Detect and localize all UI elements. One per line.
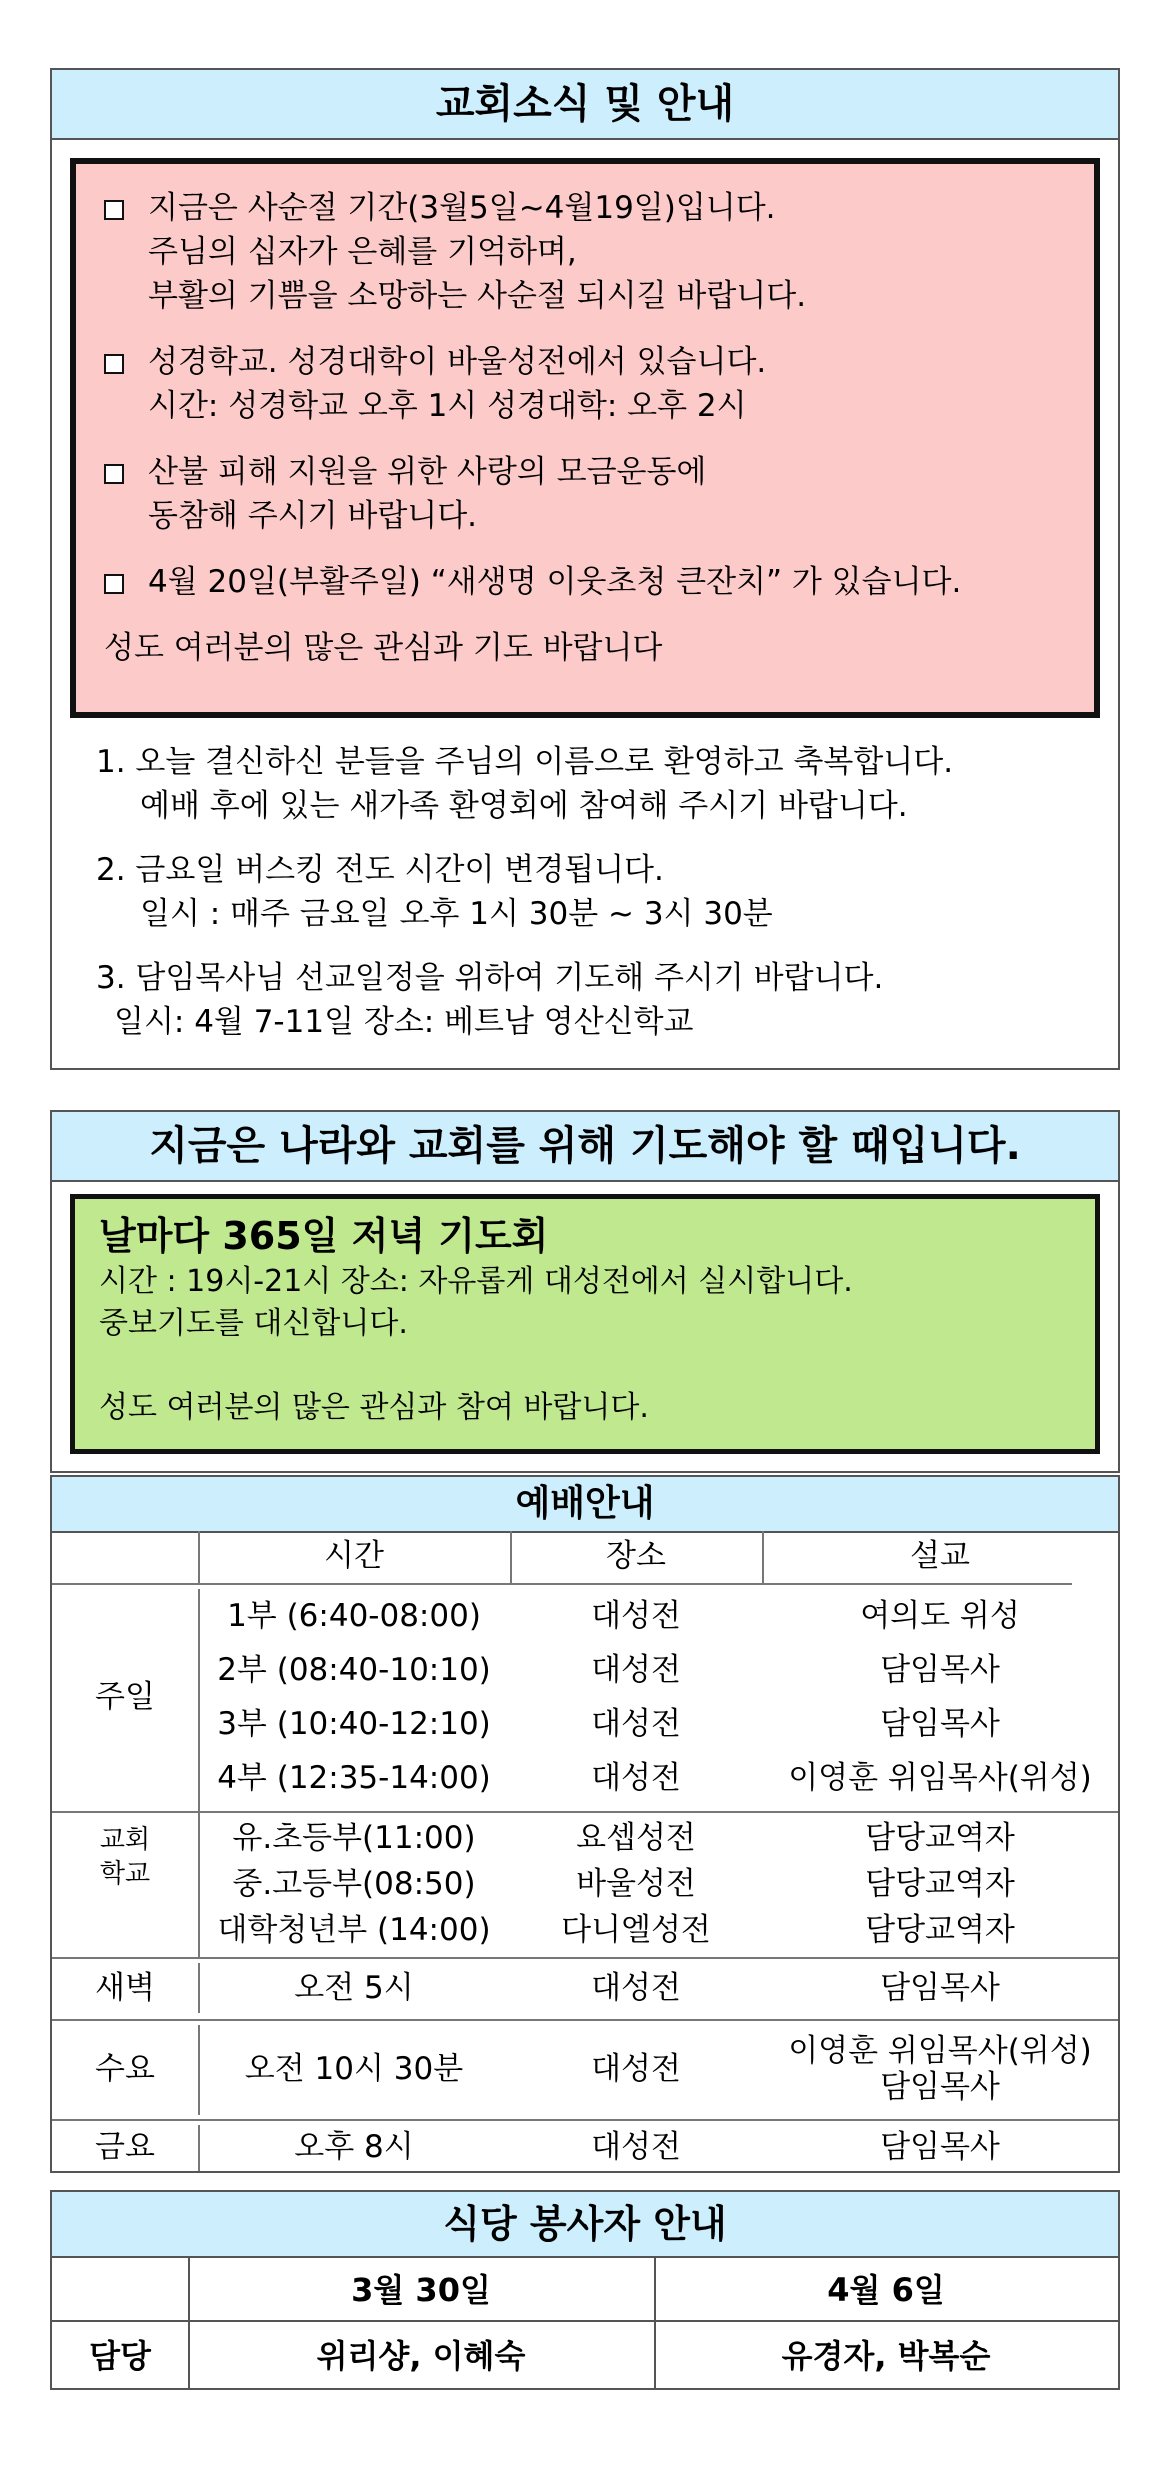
- notice-line: 시간: 성경학교 오후 1시 성경대학: 오후 2시: [148, 388, 747, 424]
- divider: [198, 2025, 200, 2115]
- table-header-row: [52, 1531, 1118, 1583]
- notice-item: [104, 186, 1066, 318]
- service-place: 대성전: [591, 1598, 681, 1634]
- notice-line: 성경학교. 성경대학이 바울성전에서 있습니다.: [148, 344, 767, 380]
- notice-item: [104, 560, 1066, 604]
- cafeteria-date: 4월 6일: [827, 2271, 945, 2309]
- notice-line: 부활의 기쁨을 소망하는 사순절 되시길 바랍니다.: [148, 278, 807, 314]
- divider: [52, 1583, 1072, 1585]
- church-news-section: [50, 68, 1120, 1070]
- prayer-meeting-time: 시간 : 19시-21시 장소: 자유롭게 대성전에서 실시합니다.: [99, 1264, 853, 1299]
- table-row: [52, 1751, 1118, 1805]
- cafeteria-title: 식당 봉사자 안내: [52, 2192, 1118, 2258]
- table-row: [52, 1643, 1118, 1697]
- service-time: 2부 (08:40-10:10): [217, 1652, 491, 1688]
- checkbox-bullet-icon: [104, 574, 124, 594]
- table-row: [52, 1861, 1118, 1907]
- announcement-line: 예배 후에 있는 새가족 환영회에 참여해 주시기 바랍니다.: [140, 788, 908, 824]
- prayer-meeting-closing: 성도 여러분의 많은 관심과 참여 바랍니다.: [99, 1390, 649, 1425]
- worship-schedule-section: [50, 1475, 1120, 2173]
- service-place: 대성전: [591, 2129, 681, 2165]
- sunday-label: 주일: [95, 1679, 155, 1715]
- service-sermon: 담당교역자: [865, 1820, 1015, 1856]
- notice-line: 동참해 주시기 바랍니다.: [148, 498, 478, 534]
- divider: [198, 2125, 200, 2171]
- service-place: 다니엘성전: [561, 1912, 711, 1948]
- notice-line: 4월 20일(부활주일) “새생명 이웃초청 큰잔치” 가 있습니다.: [148, 564, 962, 600]
- table-row: [52, 1907, 1118, 1953]
- table-row: [52, 2021, 1118, 2117]
- notice-line: 지금은 사순절 기간(3월5일~4월19일)입니다.: [148, 190, 776, 226]
- checkbox-bullet-icon: [104, 354, 124, 374]
- service-place: 대성전: [591, 1652, 681, 1688]
- numbered-announcements: [96, 740, 1096, 1064]
- announcement-item: [96, 740, 1096, 828]
- church-news-title: 교회소식 및 안내: [52, 70, 1118, 140]
- prayer-meeting-box: [70, 1194, 1100, 1454]
- service-sermon: 담임목사: [880, 1706, 1000, 1742]
- divider: [198, 1813, 200, 1957]
- announcement-line: 2. 금요일 버스킹 전도 시간이 변경됩니다.: [96, 852, 664, 888]
- service-time: 1부 (6:40-08:00): [227, 1598, 481, 1634]
- announcement-item: [96, 956, 1096, 1044]
- service-time: 오전 10시 30분: [244, 2051, 464, 2087]
- service-time: 오전 5시: [294, 1970, 414, 2006]
- table-row: [52, 1589, 1118, 1643]
- service-place: 대성전: [591, 1760, 681, 1796]
- cafeteria-row-label: 담당: [89, 2337, 151, 2375]
- service-sermon: 여의도 위성: [860, 1598, 1020, 1634]
- service-time: 중.고등부(08:50): [232, 1866, 476, 1902]
- checkbox-bullet-icon: [104, 200, 124, 220]
- wednesday-label: 수요: [95, 2051, 155, 2087]
- service-place: 대성전: [591, 1706, 681, 1742]
- notice-item: [104, 340, 1066, 428]
- cafeteria-names: 위리샹, 이혜숙: [316, 2337, 526, 2375]
- service-sermon: 이영훈 위임목사(위성): [788, 1760, 1092, 1796]
- checkbox-bullet-icon: [104, 464, 124, 484]
- service-time: 3부 (10:40-12:10): [217, 1706, 491, 1742]
- service-sermon: 담당교역자: [865, 1912, 1015, 1948]
- service-place: 대성전: [591, 2051, 681, 2087]
- sermon-line: 이영훈 위임목사(위성): [788, 2033, 1092, 2069]
- prayer-title: 지금은 나라와 교회를 위해 기도해야 할 때입니다.: [52, 1112, 1118, 1182]
- worship-schedule-title: 예배안내: [52, 1477, 1118, 1533]
- divider: [198, 1531, 200, 1583]
- service-time: 4부 (12:35-14:00): [217, 1760, 491, 1796]
- service-sermon: [762, 2021, 1118, 2105]
- cafeteria-date: 3월 30일: [351, 2271, 491, 2309]
- divider: [52, 1811, 1118, 1813]
- notice-line: 산불 피해 지원을 위한 사랑의 모금운동에: [148, 454, 707, 490]
- divider: [654, 2258, 656, 2388]
- service-place: 요셉성전: [576, 1820, 696, 1856]
- header-time: 시간: [324, 1538, 384, 1574]
- school-label-line: 학교: [99, 1859, 151, 1889]
- friday-label: 금요: [95, 2129, 155, 2165]
- cafeteria-names: 유경자, 박복순: [781, 2337, 991, 2375]
- service-sermon: 담임목사: [880, 2129, 1000, 2165]
- service-time: 대학청년부 (14:00): [217, 1912, 491, 1948]
- divider: [510, 1531, 512, 1583]
- cafeteria-volunteers-section: [50, 2190, 1120, 2390]
- table-row: [52, 1815, 1118, 1861]
- service-sermon: 담당교역자: [865, 1866, 1015, 1902]
- service-place: 대성전: [591, 1970, 681, 2006]
- prayer-meeting-heading: 날마다 365일 저녁 기도회: [99, 1214, 549, 1258]
- notice-closing: 성도 여러분의 많은 관심과 기도 바랍니다: [104, 630, 663, 666]
- table-row: [52, 1959, 1118, 2017]
- prayer-meeting-note: 중보기도를 대신합니다.: [99, 1306, 408, 1341]
- cafeteria-names-row: [52, 2324, 1118, 2388]
- announcement-line: 1. 오늘 결신하신 분들을 주님의 이름으로 환영하고 축복합니다.: [96, 744, 954, 780]
- announcement-line: 일시 : 매주 금요일 오후 1시 30분 ~ 3시 30분: [140, 896, 773, 932]
- school-label-line: 교회: [99, 1825, 151, 1855]
- prayer-section: [50, 1110, 1120, 1473]
- service-sermon: 담임목사: [880, 1970, 1000, 2006]
- notice-item: [104, 450, 1066, 538]
- header-place: 장소: [606, 1538, 666, 1574]
- service-time: 오후 8시: [294, 2129, 414, 2165]
- table-row: [52, 1697, 1118, 1751]
- announcement-line: 3. 담임목사님 선교일정을 위하여 기도해 주시기 바랍니다.: [96, 960, 884, 996]
- service-place: 바울성전: [576, 1866, 696, 1902]
- service-sermon: 담임목사: [880, 1652, 1000, 1688]
- announcement-item: [96, 848, 1096, 936]
- dawn-label: 새벽: [95, 1970, 155, 2006]
- divider: [198, 1589, 200, 1811]
- divider: [188, 2258, 190, 2388]
- header-sermon: 설교: [910, 1538, 970, 1574]
- lent-notice-box: [70, 158, 1100, 718]
- sermon-line: 담임목사: [880, 2069, 1000, 2105]
- announcement-line: 일시: 4월 7-11일 장소: 베트남 영산신학교: [114, 1004, 694, 1040]
- cafeteria-date-row: [52, 2258, 1118, 2322]
- divider: [198, 1963, 200, 2013]
- service-time: 유.초등부(11:00): [232, 1820, 476, 1856]
- notice-line: 주님의 십자가 은혜를 기억하며,: [148, 234, 577, 270]
- table-row: [52, 2121, 1118, 2173]
- divider: [762, 1531, 764, 1583]
